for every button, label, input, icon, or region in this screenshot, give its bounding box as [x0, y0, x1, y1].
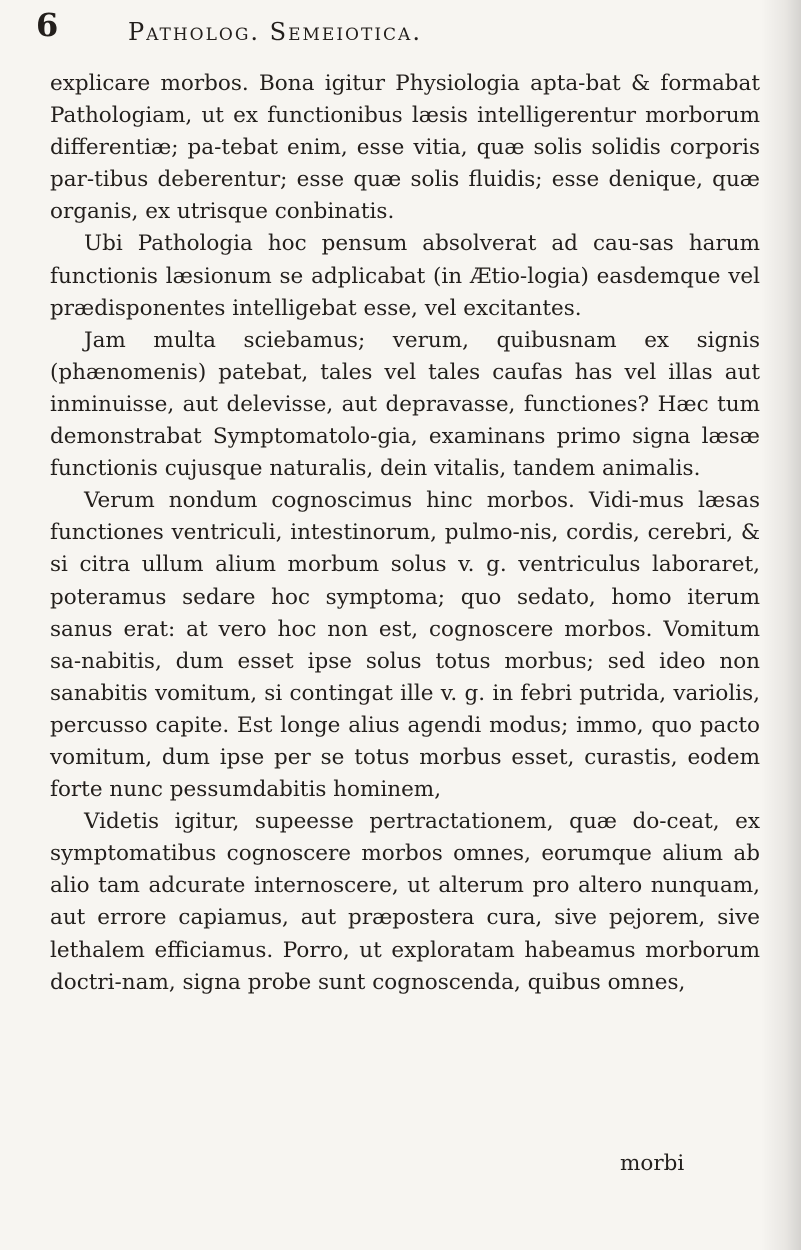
catchword: morbi: [620, 1151, 685, 1176]
paragraph-2: Ubi Pathologia hoc pensum absolverat ad cau-sas harum functionis læsionum se adplicabat (in Ætio-logia) easdemque vel prædisponentes intelligebat esse, vel excitantes.: [50, 231, 760, 321]
page-header: [36, 4, 756, 64]
paragraph-5: Videtis igitur, supeesse pertractationem, quæ do-ceat, ex symptomatibus cognoscere morbos omnes, eorumque alium ab alio tam adcurate internoscere, ut alterum pro altero nunquam, aut errore capiamus, aut præpostera cura, sive pejorem, sive lethalem efficiamus. Porro, ut exploratam habeamus morborum doctri-nam, signa probe sunt cognoscenda, quibus omnes,: [50, 809, 760, 995]
paragraph-1: explicare morbos. Bona igitur Physiologia apta-bat & formabat Pathologiam, ut ex functionibus læsis intelligerentur morborum differentiæ; pa-tebat enim, esse vitia, quæ solis solidis corporis par-tibus deberentur; esse quæ solis fluidis; esse denique, quæ organis, ex utrisque conbinatis.: [50, 71, 760, 225]
paragraph-4: Verum nondum cognoscimus hinc morbos. Vidi-mus læsas functiones ventriculi, intestinorum, pulmo-nis, cordis, cerebri, & si citra ullum alium morbum solus v. g. ventriculus laboraret, poteramus sedare hoc symptoma; quo sedato, homo iterum sanus erat: at vero hoc non est, cognoscere morbos. Vomitum sa-nabitis, dum esset ipse solus totus morbus; sed ideo non sanabitis vomitum, si contingat ille v. g. in febri putrida, variolis, percusso capite. Est longe alius agendi modus; immo, quo pacto vomitum, dum ipse per se totus morbus esset, curastis, eodem forte nunc pessumdabitis hominem,: [50, 488, 760, 803]
running-head: Patholog. Semeiotica.: [128, 18, 422, 46]
body-text: [50, 68, 760, 999]
page-number: 6: [36, 6, 60, 44]
paragraph-3: Jam multa sciebamus; verum, quibusnam ex signis (phænomenis) patebat, tales vel tales caufas has vel illas aut inminuisse, aut delevisse, aut depravasse, functiones? Hæc tum demonstrabat Symptomatolo-gia, examinans primo signa læsæ functionis cujusque naturalis, dein vitalis, tandem animalis.: [50, 327, 760, 482]
gutter-shadow: [761, 0, 801, 1250]
